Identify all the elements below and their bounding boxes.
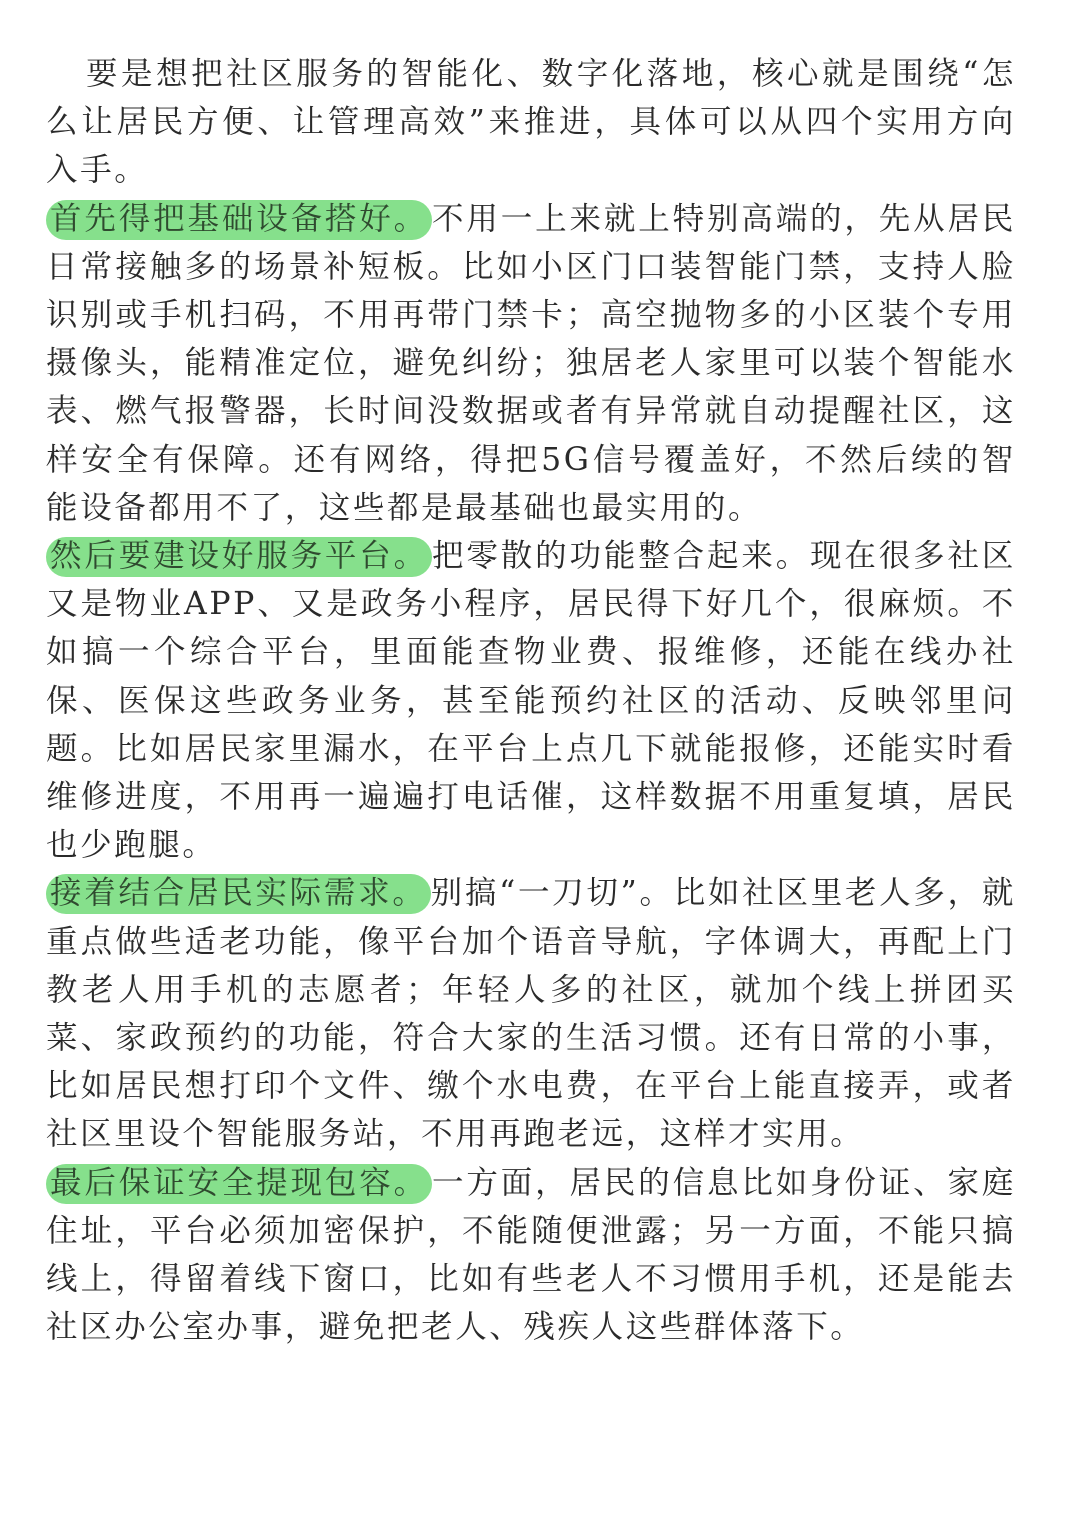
- article: [46, 50, 1016, 1351]
- section-paragraph-3: [46, 869, 1016, 1158]
- section-heading-highlight: 然后要建设好服务平台。: [46, 537, 432, 577]
- section-heading-highlight: 最后保证安全提现包容。: [46, 1164, 432, 1204]
- section-body: 把零散的功能整合起来。现在很多社区又是物业APP、又是政务小程序，居民得下好几个，很麻烦。不如搞一个综合平台，里面能查物业费、报维修，还能在线办社保、医保这些政务业务，甚至能预约社区的活动、反映邻里问题。比如居民家里漏水，在平台上点几下就能报修，还能实时看维修进度，不用再一遍遍打电话催，这样数据不用重复填，居民也少跑腿。: [46, 538, 1016, 864]
- section-body: 别搞“一刀切”。比如社区里老人多，就重点做些适老功能，像平台加个语音导航，字体调大，再配上门教老人用手机的志愿者；年轻人多的社区，就加个线上拼团买菜、家政预约的功能，符合大家的生活习惯。还有日常的小事，比如居民想打印个文件、缴个水电费，在平台上能直接弄，或者社区里设个智能服务站，不用再跑老远，这样才实用。: [46, 875, 1016, 1153]
- section-paragraph-4: [46, 1159, 1016, 1352]
- section-body: 不用一上来就上特别高端的，先从居民日常接触多的场景补短板。比如小区门口装智能门禁，支持人脸识别或手机扫码，不用再带门禁卡；高空抛物多的小区装个专用摄像头，能精准定位，避免纠纷；独居老人家里可以装个智能水表、燃气报警器，长时间没数据或者有异常就自动提醒社区，这样安全有保障。还有网络，得把5G信号覆盖好，不然后续的智能设备都用不了，这些都是最基础也最实用的。: [46, 200, 1016, 526]
- section-paragraph-1: [46, 195, 1016, 532]
- section-paragraph-2: [46, 532, 1016, 869]
- intro-paragraph: 要是想把社区服务的智能化、数字化落地，核心就是围绕“怎么让居民方便、让管理高效”来推进，具体可以从四个实用方向入手。: [46, 56, 1016, 189]
- section-body: 一方面，居民的信息比如身份证、家庭住址，平台必须加密保护，不能随便泄露；另一方面，不能只搞线上，得留着线下窗口，比如有些老人不习惯用手机，还是能去社区办公室办事，避免把老人、残疾人这些群体落下。: [46, 1164, 1016, 1346]
- section-heading-highlight: 接着结合居民实际需求。: [46, 874, 431, 914]
- section-heading-highlight: 首先得把基础设备搭好。: [46, 200, 432, 240]
